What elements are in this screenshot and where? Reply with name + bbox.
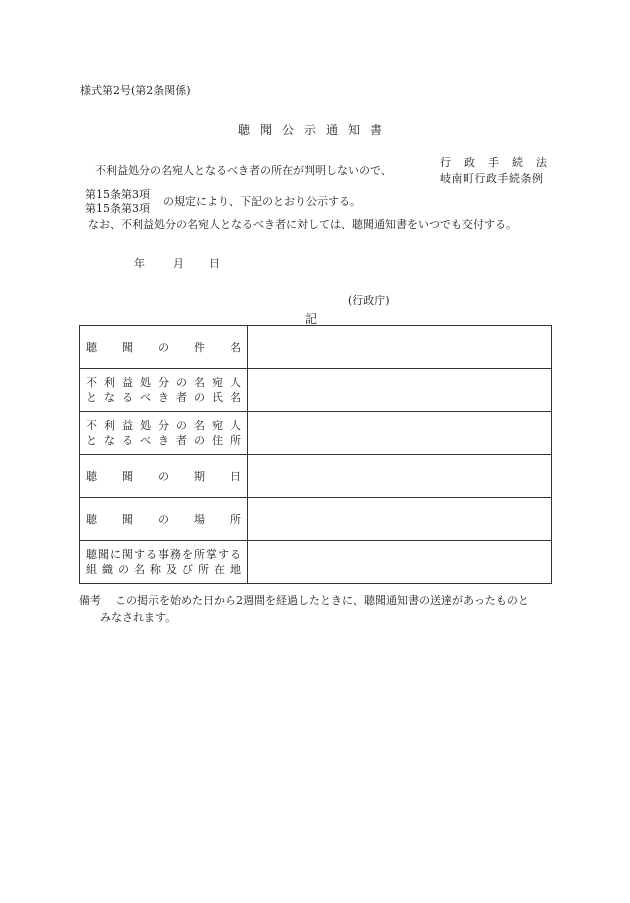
law-name-ginan-ordinance: 岐南町行政手続条例 [440,172,544,185]
table-row-label-line: 不 利 益 処 分 の 名 宛 人 [86,419,241,432]
administrative-agency-label: (行政庁) [348,294,390,307]
body-text-line-3: なお、不利益処分の名宛人となるべき者に対しては、聴聞通知書をいつでも交付する。 [88,218,517,231]
article-reference-2: 第15条第3項 [85,202,150,215]
table-row-label-line: 聴 聞 に 関 す る 事 務 を 所 掌 す る [86,548,241,561]
notice-table [79,325,552,584]
table-row-label [80,412,248,455]
remarks-text-line-1: この掲示を始めた日から2週間を経過したときに、聴聞通知書の送達があったものと [115,594,529,607]
table-row-value [248,498,552,541]
table-row-label [80,326,248,369]
remarks-text-line-2: みなされます。 [100,611,177,624]
table-row-label-line: 聴 聞 の 場 所 [86,512,241,526]
table-row-label-line: 聴 聞 の 件 名 [86,340,241,354]
date-month-label: 月 [173,257,184,270]
date-year-label: 年 [134,257,145,270]
remarks-heading: 備考 [79,594,101,607]
table-row-label-line: 組 織 の 名 称 及 び 所 在 地 [86,563,241,576]
table-row-value [248,455,552,498]
table-row [80,369,552,412]
document-title: 聴聞公示通知書 [238,123,393,137]
article-reference-1: 第15条第3項 [85,188,150,201]
law-name-administrative-procedure-act: 行政手続法 [440,156,560,169]
table-row-label [80,541,248,584]
table-row-value [248,369,552,412]
table-row-label-line: 聴 聞 の 期 日 [86,469,241,483]
table-row [80,498,552,541]
table-row-label-line: 不 利 益 処 分 の 名 宛 人 [86,376,241,389]
body-text-line-2: の規定により、下記のとおり公示する。 [163,195,361,208]
table-row [80,412,552,455]
table-row [80,541,552,584]
table-row-value [248,541,552,584]
table-row-value [248,326,552,369]
date-day-label: 日 [209,257,220,270]
table-row [80,455,552,498]
table-row-label [80,498,248,541]
form-number: 様式第2号(第2条関係) [80,84,191,97]
table-row-label-line: と な る べ き 者 の 氏 名 [86,391,241,404]
table-row-value [248,412,552,455]
notice-table-body [80,326,552,584]
table-row [80,326,552,369]
table-row-label-line: と な る べ き 者 の 住 所 [86,434,241,447]
table-row-label [80,369,248,412]
ki-heading: 記 [305,312,318,326]
body-text-line-1: 不利益処分の名宛人となるべき者の所在が判明しないので、 [95,164,392,177]
table-row-label [80,455,248,498]
